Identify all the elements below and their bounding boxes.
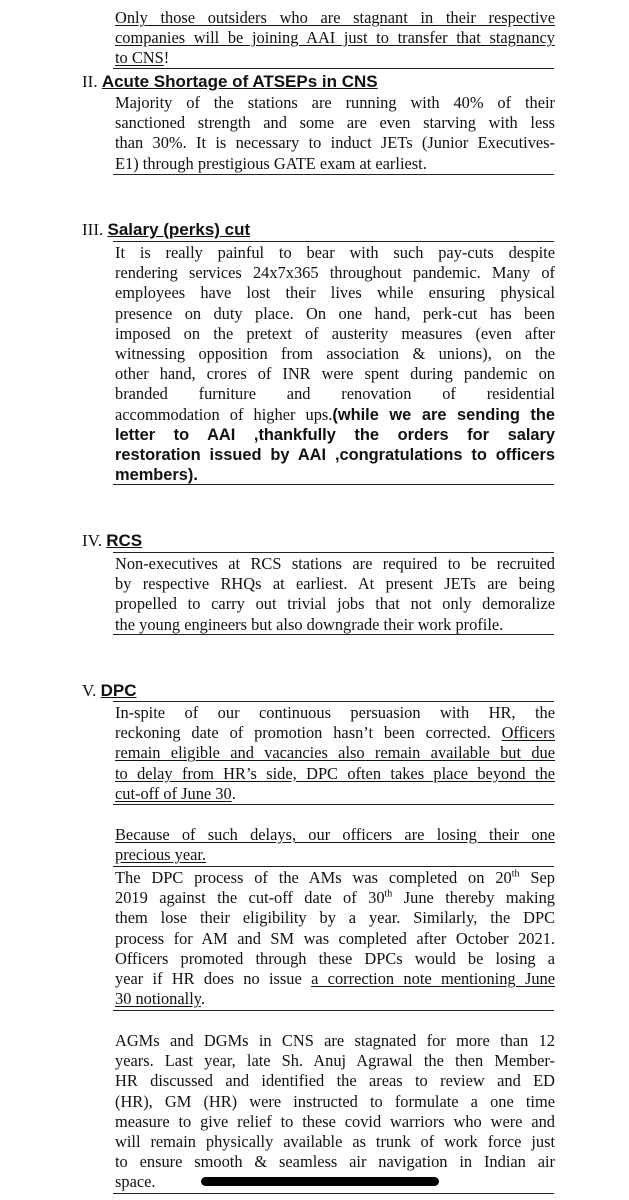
text-line: sanctioned strength and some are even starving with less <box>115 113 555 133</box>
section-heading-ii: II. Acute Shortage of ATSEPs in CNS <box>82 72 378 91</box>
divider <box>113 701 554 702</box>
divider <box>113 1193 554 1194</box>
text-line: reckoning date of promotion hasn’t been corrected. Officers <box>115 723 555 743</box>
divider <box>113 68 554 69</box>
section-iv-body <box>115 554 555 635</box>
text-line: HR discussed and identified the areas to review and ED <box>115 1071 555 1091</box>
text-line: to ensure smooth & seamless air navigation in Indian air <box>115 1152 555 1172</box>
text-line: In-spite of our continuous persuasion with HR, the <box>115 703 555 722</box>
intro-paragraph <box>115 8 555 69</box>
text-line: years. Last year, late Sh. Anuj Agrawal the then Member- <box>115 1051 555 1071</box>
text-line: than 30%. It is necessary to induct JETs (Junior Executives- <box>115 133 555 153</box>
text-line: year if HR does no issue a correction note mentioning June <box>115 969 555 989</box>
divider <box>113 484 554 485</box>
text-line: branded furniture and renovation of residential <box>115 384 555 404</box>
text-line: employees have lost their lives while ensuring physical <box>115 283 555 303</box>
text-line: (HR), GM (HR) were instructed to formulate a one time <box>115 1091 555 1111</box>
text-line: letter to AAI ,thankfully the orders for salary <box>115 425 555 444</box>
divider <box>113 804 554 805</box>
text-line: companies will be joining AAI just to transfer that stagnancy <box>115 28 555 48</box>
divider <box>113 866 554 867</box>
text-line: members). <box>115 466 198 485</box>
text-line: process for AM and SM was completed after October 2021. <box>115 928 555 948</box>
text-line: It is really painful to bear with such pay-cuts despite <box>115 243 555 262</box>
section-v-para-2 <box>115 825 555 865</box>
text-line: to delay from HR’s side, DPC often takes place beyond the <box>115 763 555 783</box>
text-line: will remain physically available as trunk of work force just <box>115 1132 555 1152</box>
text-line: measure to give relief to these covid warriors who were and <box>115 1111 555 1131</box>
section-ii-body <box>115 93 555 174</box>
text-line: 2019 against the cut-off date of 30th June thereby making <box>115 888 555 908</box>
section-v-para-4 <box>115 1031 555 1193</box>
text-line: remain eligible and vacancies also remain available but due <box>115 743 555 763</box>
section-v-para-3 <box>115 868 555 1009</box>
section-v-para-1 <box>115 703 555 804</box>
divider <box>113 241 554 242</box>
text-line: The DPC process of the AMs was completed on 20th Sep <box>115 868 555 887</box>
text-line: restoration issued by AAI ,congratulations to officers <box>115 446 555 465</box>
text-line: 30 notionally. <box>115 989 205 1009</box>
text-line: precious year. <box>115 845 207 865</box>
home-indicator[interactable] <box>201 1177 439 1186</box>
divider <box>113 552 554 553</box>
divider <box>113 634 554 635</box>
divider <box>113 174 554 175</box>
text-line: witnessing opposition from association & unions), on the <box>115 344 555 364</box>
text-line: by respective RHQs at earliest. At present JETs are being <box>115 574 555 594</box>
text-line: presence on duty place. On one hand, perk-cut has been <box>115 303 555 323</box>
text-line: the young engineers but also downgrade their work profile. <box>115 614 504 634</box>
text-line: to CNS! <box>115 48 170 68</box>
section-heading-iv: IV. RCS <box>82 531 143 550</box>
text-line: accommodation of higher ups.(while we are sending the <box>115 404 555 424</box>
text-line: AGMs and DGMs in CNS are stagnated for more than 12 <box>115 1031 555 1050</box>
text-line: Only those outsiders who are stagnant in their respective <box>115 8 555 27</box>
text-line: propelled to carry out trivial jobs that not only demoralize <box>115 594 555 614</box>
section-iii-body <box>115 243 555 485</box>
text-line: other hand, crores of INR were spent during pandemic on <box>115 364 555 384</box>
text-line: space. <box>115 1172 156 1192</box>
text-line: E1) through prestigious GATE exam at earliest. <box>115 153 427 173</box>
text-line: cut-off of June 30. <box>115 783 236 803</box>
section-heading-iii: III. Salary (perks) cut <box>82 220 251 239</box>
divider <box>113 1010 554 1011</box>
text-line: them lose their eligibility by a year. Similarly, the DPC <box>115 908 555 928</box>
text-line: Non-executives at RCS stations are required to be recruited <box>115 554 555 573</box>
section-heading-v: V. DPC <box>82 681 137 700</box>
text-line: Officers promoted through these DPCs would be losing a <box>115 948 555 968</box>
text-line: Because of such delays, our officers are losing their one <box>115 825 555 844</box>
text-line: imposed on the pretext of austerity measures (even after <box>115 323 555 343</box>
text-line: Majority of the stations are running with 40% of their <box>115 93 555 112</box>
text-line: rendering services 24x7x365 throughout pandemic. Many of <box>115 263 555 283</box>
